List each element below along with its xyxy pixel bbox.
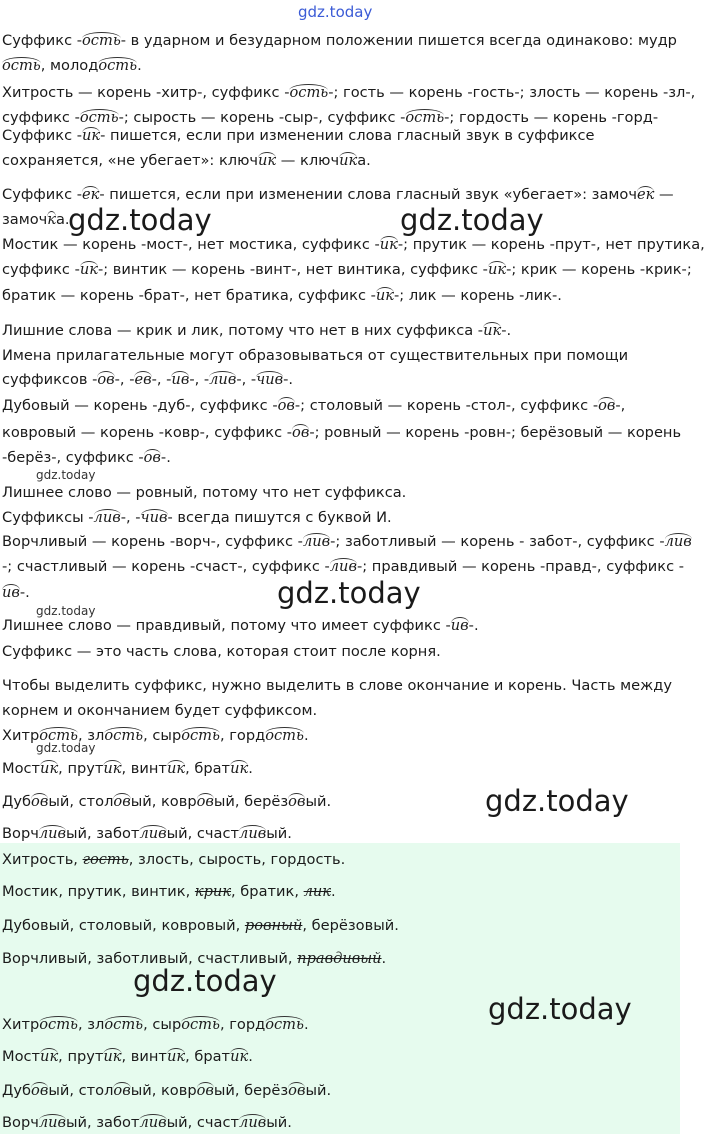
text-line (2, 127, 595, 145)
text-line (2, 424, 681, 442)
text-fragment: Лишнее слово — ровный, потому что нет суффикса. (2, 484, 407, 501)
text-fragment: ый, стол (48, 1082, 114, 1099)
text-fragment: Дуб (2, 793, 32, 810)
suffix-mark: лив (139, 825, 167, 842)
suffix-mark: лив (239, 825, 267, 842)
text-fragment: -; лик — корень -лик-. (394, 287, 562, 304)
text-fragment: ковровый — корень -ковр-, суффикс - (2, 424, 293, 441)
text-fragment: Суффикс - (2, 127, 83, 144)
text-line (2, 371, 293, 389)
watermark-small: gdz.today (36, 468, 96, 482)
watermark: gdz.today (488, 992, 632, 1026)
text-line (2, 643, 441, 661)
watermark: gdz.today (68, 203, 212, 237)
suffix-mark: лив (664, 533, 692, 550)
text-line (2, 883, 336, 901)
text-fragment: а. (357, 152, 371, 169)
text-line (2, 825, 292, 843)
suffix-mark: лив (209, 371, 237, 388)
text-fragment: -, - (189, 371, 210, 388)
text-fragment: Дубовый, столовый, ковровый, (2, 917, 245, 934)
suffix-mark: ик (487, 261, 507, 278)
text-fragment: -, - (120, 509, 141, 526)
text-fragment: . (137, 57, 142, 74)
text-fragment: а. (55, 211, 70, 228)
text-fragment: -; прутик — корень -прут-, нет прутика, (397, 236, 705, 253)
crossed-out-word: правдивый (297, 950, 382, 967)
text-fragment: -; столовый — корень -стол-, суффикс - (294, 397, 599, 414)
text-fragment: Ворч (2, 825, 39, 842)
text-fragment: , злость, сырость, гордость. (128, 851, 346, 868)
text-fragment: , прут (58, 1048, 104, 1065)
suffix-mark: ость (181, 727, 220, 744)
text-fragment: -; сырость — корень -сыр-, суффикс - (118, 109, 406, 126)
suffix-mark: ик (166, 760, 186, 777)
text-fragment: -, - (114, 371, 135, 388)
text-fragment: Суффикс — это часть слова, которая стоит после корня. (2, 643, 441, 660)
text-line (2, 449, 171, 467)
text-fragment: -. (19, 584, 30, 601)
suffix-mark: ив (2, 584, 20, 601)
suffix-mark: к (47, 211, 56, 228)
suffix-mark: лив (239, 1114, 267, 1131)
text-line (2, 558, 684, 576)
suffix-mark: ость (79, 109, 119, 126)
watermark-small: gdz.today (36, 604, 96, 618)
text-fragment: суффикс - (2, 109, 80, 126)
suffix-mark: ик (230, 760, 249, 777)
text-line (2, 851, 345, 869)
suffix-mark: лив (38, 1114, 67, 1131)
text-fragment: — (654, 186, 674, 203)
text-line (2, 793, 331, 811)
text-fragment: сохраняется, «не убегает»: ключ (2, 152, 259, 169)
text-fragment: -. (468, 617, 479, 634)
text-fragment: , сыр (143, 1016, 182, 1033)
text-fragment: -; винтик — корень -винт-, нет винтика, суффикс - (97, 261, 488, 278)
suffix-mark: ов (598, 397, 616, 414)
text-fragment: ый, ковр (130, 793, 197, 810)
suffix-mark: ик (103, 760, 122, 777)
suffix-mark: ов (143, 449, 161, 466)
suffix-mark: ик (166, 1048, 186, 1065)
text-fragment: -, - (151, 371, 172, 388)
text-line (2, 322, 511, 340)
suffix-mark: ость (2, 57, 41, 74)
text-fragment: . (303, 727, 309, 744)
text-line (2, 211, 70, 229)
text-fragment: Лишнее слово — правдивый, потому что имеет суффикс - (2, 617, 451, 634)
suffix-mark: ик (40, 1048, 59, 1065)
text-line (2, 186, 674, 204)
text-fragment: ый, забот (66, 825, 140, 842)
suffix-mark: лив (329, 558, 357, 575)
text-fragment: суффикс - (2, 261, 80, 278)
text-line (2, 677, 672, 695)
text-fragment: Ворч (2, 1114, 39, 1131)
suffix-mark: лив (93, 509, 121, 526)
text-fragment: ый. (266, 825, 292, 842)
text-line (2, 533, 692, 551)
text-line (2, 760, 253, 778)
text-fragment: ый, стол (48, 793, 114, 810)
text-fragment: , прут (58, 760, 104, 777)
text-fragment: , брат (185, 1048, 231, 1065)
suffix-mark: ов (196, 1082, 214, 1099)
text-fragment: Мост (2, 760, 41, 777)
text-fragment: , горд (219, 1016, 266, 1033)
suffix-mark: ик (103, 1048, 122, 1065)
text-line (2, 57, 142, 75)
text-fragment: -; заботливый — корень - забот-, суффикс - (330, 533, 665, 550)
text-line (2, 917, 399, 935)
text-fragment: -. (283, 371, 294, 388)
text-line (2, 109, 658, 127)
text-fragment: ый. (305, 793, 332, 810)
text-line (2, 1048, 253, 1066)
suffix-mark: ик (82, 127, 101, 144)
text-fragment: , берёзовый. (302, 917, 399, 934)
text-fragment: Ворчливый — корень -ворч-, суффикс - (2, 533, 303, 550)
text-fragment: -; правдивый — корень -правд-, суффикс - (356, 558, 685, 575)
text-fragment: — ключ (276, 152, 340, 169)
text-fragment: Дуб (2, 1082, 32, 1099)
suffix-mark: чив (140, 509, 168, 526)
suffix-mark: ов (31, 793, 49, 810)
suffix-mark: ик (375, 287, 395, 304)
text-fragment: Хитрость — корень -хитр-, суффикс - (2, 84, 290, 101)
suffix-mark: ек (82, 186, 100, 203)
text-fragment: Хитрость, (2, 851, 83, 868)
text-fragment: Имена прилагательные могут образовываться от существительных при помощи (2, 347, 629, 364)
text-fragment: -; гордость — корень -горд- (444, 109, 659, 126)
text-fragment: -; крик — корень -крик-; (506, 261, 692, 278)
watermark: gdz.today (133, 964, 277, 998)
text-line (2, 1114, 292, 1132)
suffix-mark: ов (113, 793, 131, 810)
text-fragment: . (248, 760, 253, 777)
suffix-mark: ев (134, 371, 152, 388)
text-fragment: , винт (121, 760, 167, 777)
suffix-mark: ость (265, 727, 304, 744)
suffix-mark: ость (104, 1016, 144, 1033)
suffix-mark: ов (31, 1082, 49, 1099)
suffix-mark: ость (181, 1016, 220, 1033)
text-fragment: ый. (305, 1082, 332, 1099)
text-fragment: ый. (266, 1114, 292, 1131)
text-fragment: -. (501, 322, 512, 339)
text-line (2, 1016, 309, 1034)
text-fragment: - пишется, если при изменении слова гласный звук «убегает»: замоч (99, 186, 637, 203)
text-fragment: -; гость — корень -гость-; злость — корень -зл-, (328, 84, 696, 101)
text-fragment: ый, ковр (130, 1082, 197, 1099)
text-fragment: Суффикс - (2, 32, 83, 49)
suffix-mark: лив (38, 825, 67, 842)
text-fragment: Ворчливый, заботливый, счастливый, (2, 950, 298, 967)
suffix-mark: ов (288, 793, 306, 810)
text-fragment: Мостик — корень -мост-, нет мостика, суффикс - (2, 236, 380, 253)
text-fragment: ый, забот (66, 1114, 140, 1131)
text-fragment: Суффикс - (2, 186, 83, 203)
text-fragment: Лишние слова — крик и лик, потому что нет в них суффикса - (2, 322, 484, 339)
text-fragment: , молод (40, 57, 99, 74)
text-fragment: Мостик, прутик, винтик, (2, 883, 195, 900)
suffix-mark: ик (379, 236, 398, 253)
clipped-line (0, 109, 680, 126)
suffix-mark: чив (256, 371, 284, 388)
text-line (2, 397, 625, 415)
text-line (2, 84, 695, 102)
crossed-out-word: крик (194, 883, 232, 900)
text-fragment: - пишется, если при изменении слова гласный звук в суффиксе (100, 127, 595, 144)
text-line (2, 261, 692, 279)
text-fragment: Хитр (2, 727, 40, 744)
text-fragment: -, (615, 397, 626, 414)
text-line (2, 287, 562, 305)
suffix-mark: ек (636, 186, 655, 203)
text-fragment: ый, берёз (213, 1082, 289, 1099)
suffix-mark: ик (79, 261, 98, 278)
text-fragment: корнем и окончанием будет суффиксом. (2, 702, 318, 719)
suffix-mark: ов (97, 371, 115, 388)
text-fragment: . (303, 1016, 309, 1033)
text-fragment: -. (160, 449, 171, 466)
text-line (2, 484, 406, 502)
watermark: gdz.today (485, 784, 629, 818)
text-fragment: Дубовый — корень -дуб-, суффикс - (2, 397, 278, 414)
text-fragment: . (248, 1048, 253, 1065)
text-fragment: замоч (2, 211, 48, 228)
text-fragment: ый, берёз (213, 793, 289, 810)
text-fragment: , винт (121, 1048, 167, 1065)
suffix-mark: ик (483, 322, 502, 339)
crossed-out-word: ровный (244, 917, 303, 934)
suffix-mark: ив (450, 617, 469, 634)
text-fragment: суффиксов - (2, 371, 98, 388)
suffix-mark: лив (302, 533, 331, 550)
text-fragment: Суффиксы - (2, 509, 94, 526)
suffix-mark: ость (39, 727, 78, 744)
watermark: gdz.today (277, 576, 421, 610)
crossed-out-word: лик (303, 883, 332, 900)
suffix-mark: ов (113, 1082, 131, 1099)
text-line (2, 32, 677, 50)
suffix-mark: ов (288, 1082, 306, 1099)
text-line (2, 509, 392, 527)
text-fragment: ый, счаст (166, 825, 240, 842)
suffix-mark: лив (139, 1114, 167, 1131)
watermark: gdz.today (400, 203, 544, 237)
text-fragment: , братик, (231, 883, 304, 900)
text-fragment: , брат (185, 760, 231, 777)
suffix-mark: ов (277, 397, 295, 414)
text-line (2, 347, 628, 365)
suffix-mark: ость (289, 84, 329, 101)
text-fragment: братик — корень -брат-, нет братика, суффикс - (2, 287, 376, 304)
text-fragment: -, - (236, 371, 257, 388)
suffix-mark: ов (292, 424, 310, 441)
text-fragment: , зл (78, 727, 105, 744)
suffix-mark: ик (258, 152, 277, 169)
text-line (2, 152, 371, 170)
suffix-mark: ик (230, 1048, 249, 1065)
text-line (2, 584, 30, 602)
text-fragment: ый, счаст (166, 1114, 240, 1131)
suffix-mark: ость (405, 109, 445, 126)
text-fragment: , сыр (143, 727, 182, 744)
watermark-small: gdz.today (36, 741, 96, 755)
text-fragment: . (331, 883, 336, 900)
text-fragment: - в ударном и безударном положении пишется всегда одинаково: мудр (120, 32, 677, 49)
suffix-mark: ость (265, 1016, 304, 1033)
text-fragment: . (381, 950, 387, 967)
suffix-mark: ик (339, 152, 358, 169)
text-fragment: , горд (219, 727, 266, 744)
suffix-mark: ость (39, 1016, 78, 1033)
text-fragment: , зл (78, 1016, 105, 1033)
text-fragment: Мост (2, 1048, 41, 1065)
text-line (2, 617, 479, 635)
watermark-top: gdz.today (298, 3, 373, 21)
text-line (2, 1082, 331, 1100)
suffix-mark: ость (104, 727, 144, 744)
text-fragment: -; ровный — корень -ровн-; берёзовый — корень (309, 424, 682, 441)
suffix-mark: ость (98, 57, 138, 74)
suffix-mark: ость (82, 32, 121, 49)
crossed-out-word: гость (82, 851, 129, 868)
text-line (2, 236, 705, 254)
text-fragment: -берёз-, суффикс - (2, 449, 144, 466)
text-fragment: Чтобы выделить суффикс, нужно выделить в слове окончание и корень. Часть между (2, 677, 673, 694)
text-fragment: - всегда пишутся с буквой И. (167, 509, 392, 526)
text-fragment: Хитр (2, 1016, 40, 1033)
suffix-mark: ов (196, 793, 214, 810)
text-line (2, 702, 317, 720)
suffix-mark: ик (40, 760, 59, 777)
suffix-mark: ив (171, 371, 190, 388)
text-fragment: -; счастливый — корень -счаст-, суффикс - (2, 558, 330, 575)
